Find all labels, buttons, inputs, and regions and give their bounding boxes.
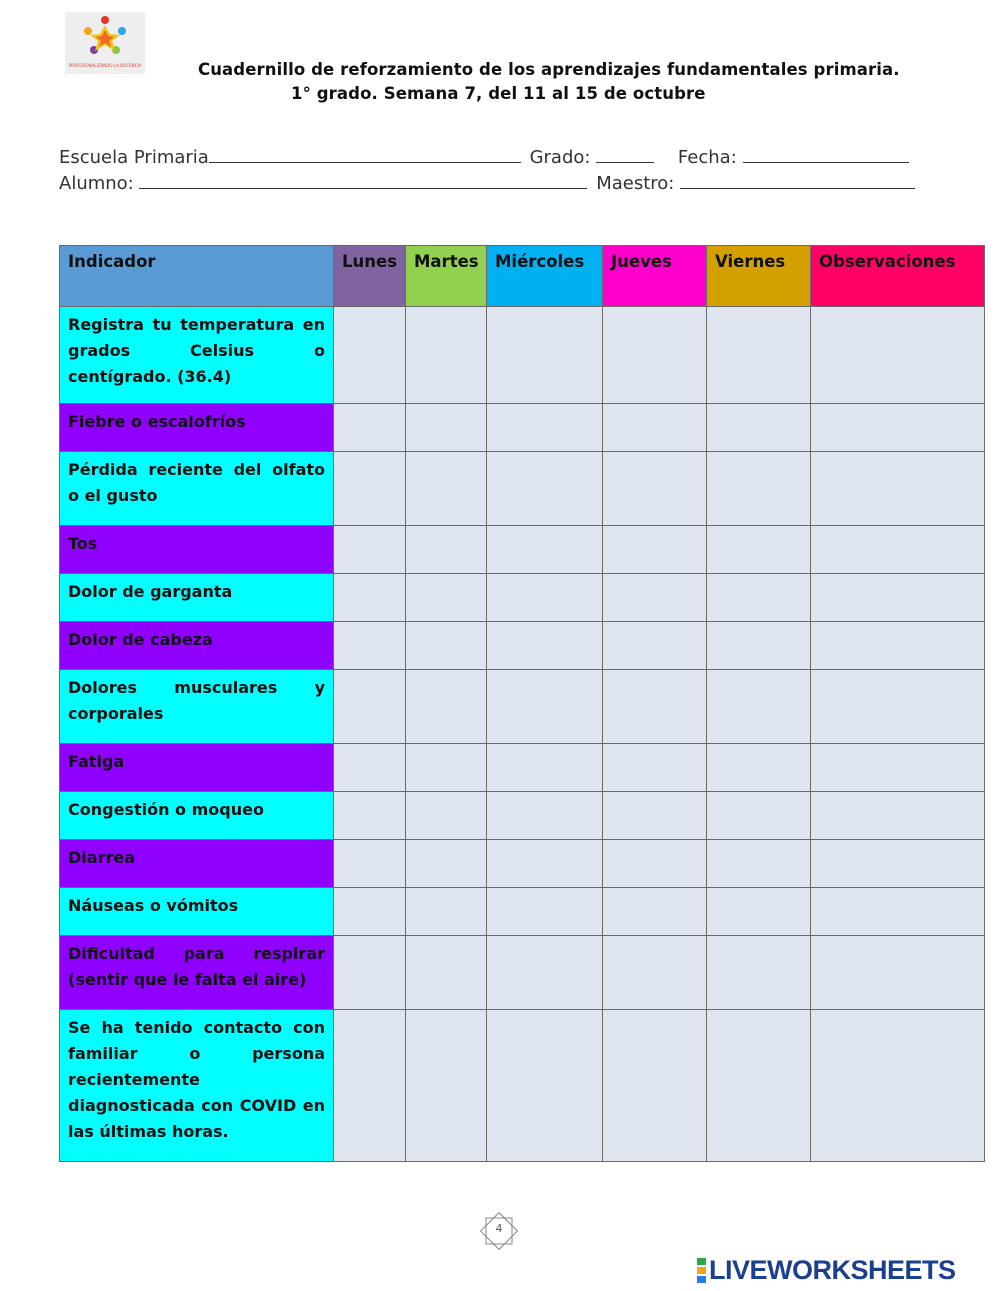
entry-cell[interactable] bbox=[406, 452, 487, 526]
entry-cell[interactable] bbox=[707, 404, 811, 452]
table-row bbox=[60, 744, 985, 792]
entry-cell[interactable] bbox=[334, 670, 406, 744]
entry-cell[interactable] bbox=[334, 744, 406, 792]
indicator-cell: Dolor de cabeza bbox=[60, 622, 334, 670]
entry-cell[interactable] bbox=[487, 526, 603, 574]
column-header: Jueves bbox=[603, 246, 707, 307]
indicator-cell: Dolor de garganta bbox=[60, 574, 334, 622]
symptom-table bbox=[59, 245, 985, 1162]
entry-cell[interactable] bbox=[406, 622, 487, 670]
entry-cell[interactable] bbox=[603, 1010, 707, 1162]
entry-cell[interactable] bbox=[334, 936, 406, 1010]
entry-cell[interactable] bbox=[487, 404, 603, 452]
entry-cell[interactable] bbox=[811, 574, 985, 622]
entry-cell[interactable] bbox=[406, 888, 487, 936]
entry-cell[interactable] bbox=[334, 307, 406, 404]
entry-cell[interactable] bbox=[603, 936, 707, 1010]
logo-caption: PROFESIONALIZANDO LA DOCENCIA bbox=[68, 63, 142, 68]
column-header: Indicador bbox=[60, 246, 334, 307]
liveworksheets-blocks-icon bbox=[697, 1257, 706, 1284]
entry-cell[interactable] bbox=[603, 307, 707, 404]
entry-cell[interactable] bbox=[334, 888, 406, 936]
entry-cell[interactable] bbox=[487, 792, 603, 840]
column-header: Miércoles bbox=[487, 246, 603, 307]
entry-cell[interactable] bbox=[707, 307, 811, 404]
entry-cell[interactable] bbox=[811, 404, 985, 452]
entry-cell[interactable] bbox=[406, 670, 487, 744]
entry-cell[interactable] bbox=[603, 452, 707, 526]
entry-cell[interactable] bbox=[406, 792, 487, 840]
date-field[interactable] bbox=[743, 146, 909, 163]
teacher-field[interactable] bbox=[680, 172, 915, 189]
indicator-cell: Dificultad para respirar (sentir que le falta el aire) bbox=[60, 936, 334, 1010]
school-label: Escuela Primaria bbox=[59, 147, 209, 168]
grade-field[interactable] bbox=[596, 146, 654, 163]
indicator-cell: Dolores musculares y corporales bbox=[60, 670, 334, 744]
entry-cell[interactable] bbox=[334, 452, 406, 526]
entry-cell[interactable] bbox=[334, 574, 406, 622]
indicator-cell: Fiebre o escalofríos bbox=[60, 404, 334, 452]
table-row bbox=[60, 1010, 985, 1162]
entry-cell[interactable] bbox=[603, 526, 707, 574]
entry-cell[interactable] bbox=[334, 404, 406, 452]
entry-cell[interactable] bbox=[406, 1010, 487, 1162]
entry-cell[interactable] bbox=[811, 936, 985, 1010]
table-row bbox=[60, 622, 985, 670]
entry-cell[interactable] bbox=[487, 452, 603, 526]
page-number-text: 4 bbox=[495, 1222, 503, 1235]
table-row bbox=[60, 670, 985, 744]
page-number bbox=[478, 1210, 520, 1252]
entry-cell[interactable] bbox=[811, 307, 985, 404]
table-row bbox=[60, 307, 985, 404]
entry-cell[interactable] bbox=[811, 452, 985, 526]
entry-cell[interactable] bbox=[406, 840, 487, 888]
entry-cell[interactable] bbox=[334, 622, 406, 670]
logo bbox=[65, 12, 145, 74]
entry-cell[interactable] bbox=[406, 307, 487, 404]
entry-cell[interactable] bbox=[603, 622, 707, 670]
table-row bbox=[60, 888, 985, 936]
entry-cell[interactable] bbox=[487, 670, 603, 744]
entry-cell[interactable] bbox=[707, 792, 811, 840]
school-field[interactable] bbox=[209, 146, 521, 163]
entry-cell[interactable] bbox=[707, 452, 811, 526]
student-label: Alumno: bbox=[59, 173, 134, 194]
indicator-cell: Se ha tenido contacto con familiar o persona recientemente diagnosticada con COVID en las últimas horas. bbox=[60, 1010, 334, 1162]
table-row bbox=[60, 526, 985, 574]
table-row bbox=[60, 840, 985, 888]
entry-cell[interactable] bbox=[487, 744, 603, 792]
entry-cell[interactable] bbox=[603, 404, 707, 452]
column-header: Viernes bbox=[707, 246, 811, 307]
column-header: Martes bbox=[406, 246, 487, 307]
table-row bbox=[60, 404, 985, 452]
entry-cell[interactable] bbox=[406, 526, 487, 574]
date-label: Fecha: bbox=[677, 147, 737, 168]
entry-cell[interactable] bbox=[811, 744, 985, 792]
table-row bbox=[60, 792, 985, 840]
table-header-row bbox=[60, 246, 985, 307]
entry-cell[interactable] bbox=[707, 1010, 811, 1162]
entry-cell[interactable] bbox=[707, 840, 811, 888]
form-line-2 bbox=[59, 172, 915, 194]
entry-cell[interactable] bbox=[406, 404, 487, 452]
table-row bbox=[60, 574, 985, 622]
entry-cell[interactable] bbox=[707, 574, 811, 622]
entry-cell[interactable] bbox=[406, 936, 487, 1010]
entry-cell[interactable] bbox=[811, 526, 985, 574]
liveworksheets-brand: LIVEWORKSHEETS bbox=[709, 1254, 956, 1285]
entry-cell[interactable] bbox=[487, 888, 603, 936]
entry-cell[interactable] bbox=[811, 792, 985, 840]
indicator-cell: Fatiga bbox=[60, 744, 334, 792]
entry-cell[interactable] bbox=[707, 622, 811, 670]
column-header: Observaciones bbox=[811, 246, 985, 307]
entry-cell[interactable] bbox=[603, 574, 707, 622]
document-title: Cuadernillo de reforzamiento de los aprendizajes fundamentales primaria. bbox=[198, 60, 900, 79]
liveworksheets-logo bbox=[697, 1255, 956, 1285]
entry-cell[interactable] bbox=[811, 622, 985, 670]
entry-cell[interactable] bbox=[334, 840, 406, 888]
indicator-cell: Registra tu temperatura en grados Celsius o centígrado. (36.4) bbox=[60, 307, 334, 404]
entry-cell[interactable] bbox=[334, 1010, 406, 1162]
form-line-1 bbox=[59, 146, 909, 168]
entry-cell[interactable] bbox=[811, 888, 985, 936]
entry-cell[interactable] bbox=[707, 888, 811, 936]
entry-cell[interactable] bbox=[707, 744, 811, 792]
entry-cell[interactable] bbox=[487, 840, 603, 888]
grade-label: Grado: bbox=[529, 147, 591, 168]
entry-cell[interactable] bbox=[487, 307, 603, 404]
entry-cell[interactable] bbox=[707, 526, 811, 574]
entry-cell[interactable] bbox=[811, 670, 985, 744]
entry-cell[interactable] bbox=[487, 1010, 603, 1162]
indicator-cell: Diarrea bbox=[60, 840, 334, 888]
entry-cell[interactable] bbox=[603, 840, 707, 888]
indicator-cell: Congestión o moqueo bbox=[60, 792, 334, 840]
entry-cell[interactable] bbox=[811, 1010, 985, 1162]
column-header: Lunes bbox=[334, 246, 406, 307]
entry-cell[interactable] bbox=[487, 622, 603, 670]
document-subtitle: 1° grado. Semana 7, del 11 al 15 de octubre bbox=[291, 84, 706, 103]
teacher-label: Maestro: bbox=[596, 173, 675, 194]
entry-cell[interactable] bbox=[406, 574, 487, 622]
student-field[interactable] bbox=[139, 172, 587, 189]
entry-cell[interactable] bbox=[811, 840, 985, 888]
entry-cell[interactable] bbox=[707, 936, 811, 1010]
indicator-cell: Náuseas o vómitos bbox=[60, 888, 334, 936]
entry-cell[interactable] bbox=[603, 888, 707, 936]
indicator-cell: Pérdida reciente del olfato o el gusto bbox=[60, 452, 334, 526]
entry-cell[interactable] bbox=[334, 526, 406, 574]
table-row bbox=[60, 452, 985, 526]
entry-cell[interactable] bbox=[334, 792, 406, 840]
entry-cell[interactable] bbox=[406, 744, 487, 792]
entry-cell[interactable] bbox=[603, 744, 707, 792]
entry-cell[interactable] bbox=[603, 670, 707, 744]
entry-cell[interactable] bbox=[603, 792, 707, 840]
table-row bbox=[60, 936, 985, 1010]
entry-cell[interactable] bbox=[487, 574, 603, 622]
indicator-cell: Tos bbox=[60, 526, 334, 574]
colorful-star-people-logo-icon bbox=[80, 14, 130, 60]
entry-cell[interactable] bbox=[487, 936, 603, 1010]
entry-cell[interactable] bbox=[707, 670, 811, 744]
